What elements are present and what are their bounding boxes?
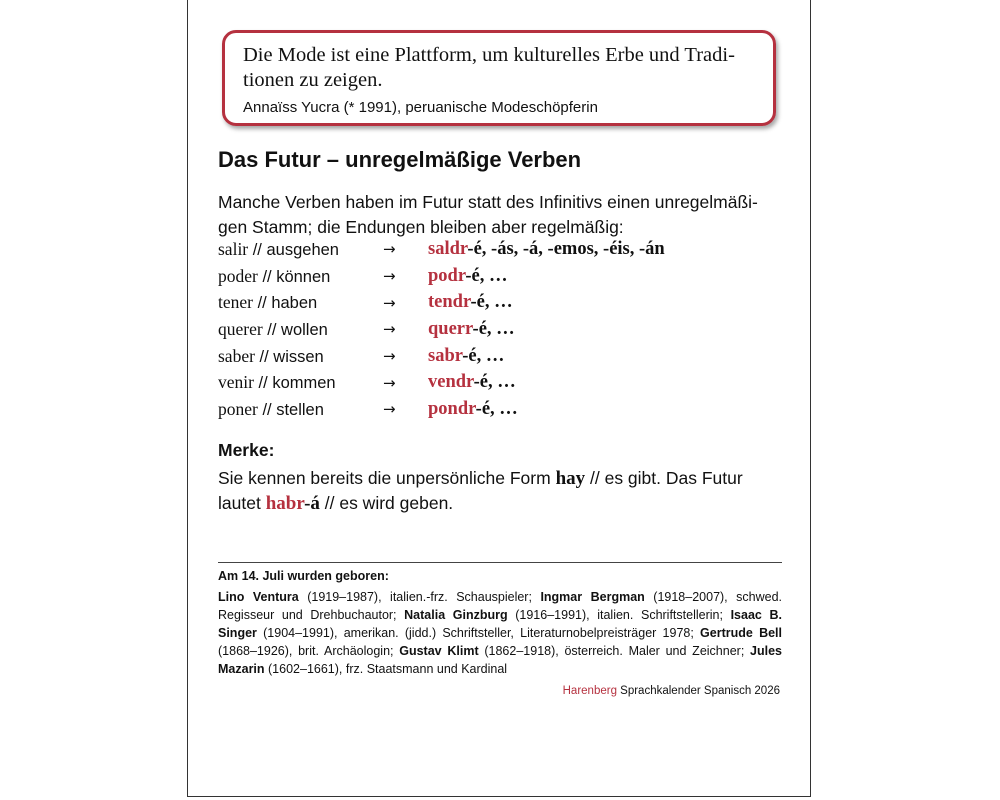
verb-row (218, 236, 778, 263)
born-name: Ingmar Bergman (540, 590, 645, 604)
born-name: Lino Ventura (218, 590, 299, 604)
merke-stem: habr (265, 493, 305, 514)
verb-separator: // (257, 400, 277, 419)
born-name: Natalia Ginzburg (404, 608, 508, 622)
footer (563, 685, 780, 697)
calendar-page (187, 0, 811, 797)
intro-text (218, 190, 778, 240)
verb-stem: vendr (428, 372, 474, 393)
verb-ending: -é, … (472, 318, 515, 339)
quote-line-2: tionen zu zeigen. (243, 69, 383, 91)
verb-ending: -é, … (475, 398, 518, 419)
merke-part-1: Sie kennen bereits die unpersönliche Form (218, 468, 556, 488)
verb-row (218, 369, 778, 396)
quote-box (222, 30, 776, 126)
merke-hay: hay (555, 468, 586, 489)
born-detail: (1602–1661), frz. Staatsmann und Kardinal (264, 662, 508, 676)
verb-spanish: tener (218, 292, 253, 313)
verb-ending: -é, -ás, -á, -emos, -éis, -án (467, 238, 665, 259)
merke-label: Merke: (218, 440, 275, 460)
merke-part-4: // es wird geben. (319, 493, 454, 513)
verb-row (218, 396, 778, 423)
born-name: Gertrude Bell (700, 626, 782, 640)
verb-german: stellen (276, 400, 324, 419)
verb-spanish: venir (218, 372, 254, 393)
footer-brand: Harenberg (562, 685, 617, 697)
verb-ending: -é, … (473, 372, 516, 393)
quote-text (243, 43, 755, 93)
verb-german: wissen (273, 347, 324, 366)
born-detail: (1862–1918), österreich. Maler und Zeichner; (478, 644, 751, 658)
born-detail: (1916–1991), italien. Schriftstellerin; (507, 608, 731, 622)
verb-spanish: poder (218, 265, 258, 286)
verb-stem: podr (428, 265, 466, 286)
verb-stem: tendr (428, 292, 471, 313)
verb-separator: // (248, 240, 267, 259)
merke-part-2: // es gibt. Das Futur (585, 468, 743, 488)
footer-title: Sprachkalender Spanisch 2026 (616, 685, 780, 697)
divider (218, 562, 782, 563)
verb-separator: // (252, 294, 272, 313)
intro-line-1: Manche Verben haben im Futur statt des Infinitivs einen unregelmäßi- (218, 192, 758, 212)
verb-row (218, 289, 778, 316)
arrow-icon: → (383, 293, 396, 312)
merke-ending: -á (304, 493, 320, 514)
arrow-icon: → (383, 240, 396, 259)
arrow-icon: → (383, 320, 396, 339)
born-title: Am 14. Juli wurden geboren: (218, 569, 389, 583)
verb-ending: -é, … (462, 345, 505, 366)
born-name: Isaac B. Singer (218, 608, 782, 640)
verb-ending: -é, … (470, 292, 513, 313)
verb-separator: // (253, 374, 273, 393)
verb-separator: // (257, 267, 277, 286)
verb-spanish: poner (218, 398, 258, 419)
arrow-icon: → (383, 400, 396, 419)
arrow-icon: → (383, 347, 396, 366)
verb-ending: -é, … (465, 265, 508, 286)
verb-stem: querr (428, 318, 473, 339)
born-detail: (1918–2007), schwed. Regisseur und Drehbuchautor; (218, 590, 782, 622)
arrow-icon: → (383, 267, 396, 286)
verb-german: können (276, 267, 331, 286)
quote-line-1: Die Mode ist eine Plattform, um kulturelles Erbe und Tradi- (243, 44, 735, 66)
verb-spanish: saber (218, 345, 255, 366)
born-detail: (1904–1991), amerikan. (jidd.) Schriftsteller, Literaturnobelpreisträger 1978; (256, 626, 701, 640)
born-name: Gustav Klimt (399, 644, 479, 658)
born-name: Jules Mazarin (218, 644, 783, 676)
born-detail: (1868–1926), brit. Archäologin; (218, 644, 400, 658)
verb-list (218, 236, 778, 423)
quote-author: Annaïss Yucra (* 1991), peruanische Modeschöpferin (243, 99, 598, 116)
verb-german: kommen (272, 374, 336, 393)
verb-row (218, 263, 778, 290)
born-list (218, 588, 782, 678)
merke-part-3: lautet (218, 493, 266, 513)
intro-line-2: gen Stamm; die Endungen bleiben aber regelmäßig: (218, 217, 624, 237)
verb-german: wollen (281, 320, 328, 339)
verb-german: ausgehen (266, 240, 339, 259)
verb-german: haben (271, 294, 318, 313)
verb-row (218, 343, 778, 370)
verb-stem: pondr (428, 398, 476, 419)
verb-stem: saldr (428, 238, 468, 259)
born-detail: (1919–1987), italien.-frz. Schauspieler; (298, 590, 541, 604)
page-title: Das Futur – unregelmäßige Verben (218, 147, 582, 172)
verb-stem: sabr (428, 345, 463, 366)
arrow-icon: → (383, 373, 396, 392)
merke-text (218, 466, 778, 516)
verb-separator: // (262, 320, 282, 339)
verb-spanish: querer (218, 318, 263, 339)
verb-separator: // (254, 347, 274, 366)
verb-row (218, 316, 778, 343)
verb-spanish: salir (218, 238, 249, 259)
